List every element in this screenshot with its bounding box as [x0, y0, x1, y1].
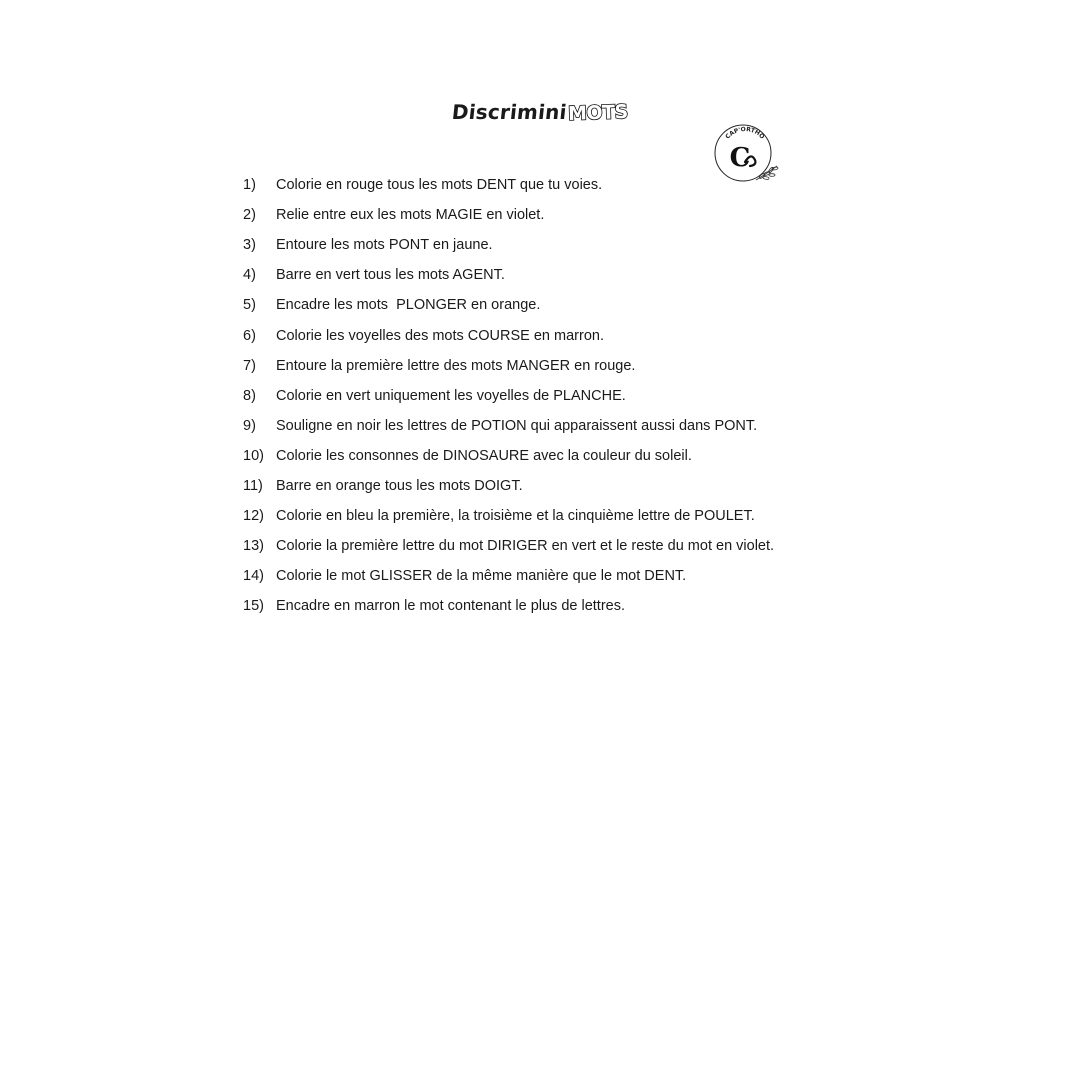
title-wordmark: [452, 100, 627, 124]
list-item: [243, 260, 774, 290]
list-item: [243, 501, 774, 531]
item-number: 6): [243, 327, 256, 344]
item-text: Entoure les mots PONT en jaune.: [276, 237, 493, 254]
item-text: Barre en vert tous les mots AGENT.: [276, 267, 505, 284]
item-number: 4): [243, 267, 256, 284]
list-item: [243, 381, 774, 411]
item-text: Colorie les consonnes de DINOSAURE avec la couleur du soleil.: [276, 447, 692, 464]
list-item: [243, 441, 774, 471]
item-number: 8): [243, 387, 256, 404]
item-number: 5): [243, 297, 256, 314]
list-item: [243, 290, 774, 320]
item-text: Colorie en vert uniquement les voyelles de PLANCHE.: [276, 387, 626, 404]
page-title: [0, 100, 1080, 134]
item-text: Barre en orange tous les mots DOIGT.: [276, 477, 523, 494]
item-text: Colorie le mot GLISSER de la même manière que le mot DENT.: [276, 568, 687, 585]
title-accent: MOTS: [567, 100, 629, 126]
item-text: Colorie en bleu la première, la troisième et la cinquième lettre de POULET.: [276, 508, 755, 525]
item-text: Colorie en rouge tous les mots DENT que tu voies.: [276, 177, 603, 194]
item-number: 2): [243, 207, 256, 224]
logo-monogram: C: [729, 143, 751, 173]
item-text: Souligne en noir les lettres de POTION qui apparaissent aussi dans PONT.: [276, 417, 758, 434]
item-number: 12): [243, 508, 264, 525]
list-item: [243, 471, 774, 501]
item-number: 10): [243, 447, 264, 464]
list-item: [243, 170, 774, 200]
list-item: [243, 351, 774, 381]
title-main: Discrimini: [451, 100, 569, 124]
list-item: [243, 531, 774, 561]
item-number: 11): [243, 477, 263, 494]
item-number: 3): [243, 237, 256, 254]
item-number: 7): [243, 357, 256, 374]
list-item: [243, 320, 774, 350]
list-item: [243, 411, 774, 441]
item-number: 14): [243, 568, 264, 585]
list-item: [243, 200, 774, 230]
item-text: Entoure la première lettre des mots MANGER en rouge.: [276, 357, 636, 374]
list-item: [243, 591, 774, 621]
item-text: Colorie les voyelles des mots COURSE en marron.: [276, 327, 604, 344]
list-item: [243, 561, 774, 591]
item-text: Relie entre eux les mots MAGIE en violet.: [276, 207, 545, 224]
list-item: [243, 230, 774, 260]
item-number: 9): [243, 417, 256, 434]
instruction-list: [243, 170, 774, 621]
item-text: Colorie la première lettre du mot DIRIGER en vert et le reste du mot en violet.: [276, 538, 775, 555]
item-number: 1): [243, 177, 256, 194]
item-number: 15): [243, 598, 264, 615]
logo-text: CAP'ORTHO: [724, 125, 766, 141]
item-number: 13): [243, 538, 264, 555]
item-text: Encadre les mots PLONGER en orange.: [276, 297, 541, 314]
item-text: Encadre en marron le mot contenant le plus de lettres.: [276, 598, 625, 615]
